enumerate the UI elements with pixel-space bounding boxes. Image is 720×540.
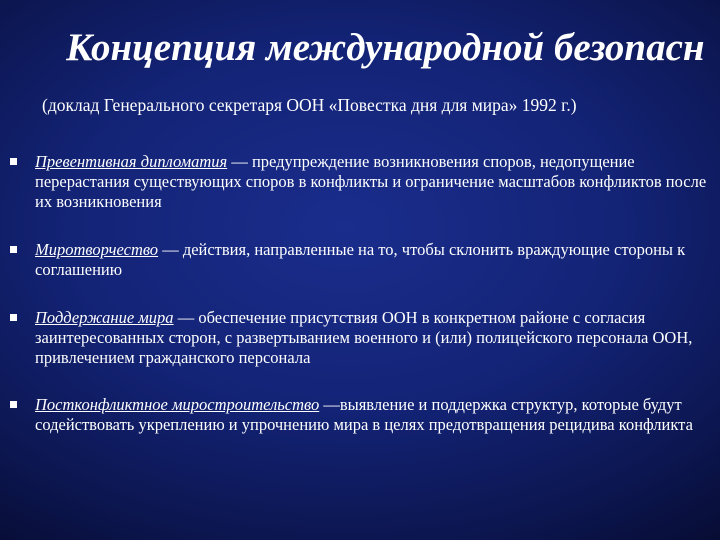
bullet-text (35, 395, 720, 435)
term-definition: —выявление и поддержка структур, которые будут содействовать укреплению и упрочнению мира в целях предотвращения рецидива конфликта (35, 395, 693, 434)
slide-subtitle: (доклад Генерального секретаря ООН «Повестка дня для мира» 1992 г.) (42, 95, 577, 115)
term-definition: — действия, направленные на то, чтобы склонить враждующие стороны к соглашению (35, 240, 686, 279)
square-bullet-icon (10, 314, 17, 321)
term-link[interactable]: Превентивная дипломатия (35, 152, 228, 171)
square-bullet-icon (10, 401, 17, 408)
term-link[interactable]: Миротворчество (35, 240, 159, 259)
square-bullet-icon (10, 158, 17, 165)
slide-title: Концепция международной безопасн (66, 26, 705, 69)
bullet-text (35, 308, 720, 368)
bullet-text (35, 240, 720, 280)
term-link[interactable]: Постконфликтное миростроительство (35, 395, 320, 414)
bullet-text (35, 152, 720, 212)
term-definition: — обеспечение присутствия ООН в конкретном районе с согласия заинтересованных сторон, с развертыванием военного и (или) полицейского персонала ООН, привлечением гражданского персонала (35, 308, 693, 367)
term-link[interactable]: Поддержание мира (35, 308, 174, 327)
square-bullet-icon (10, 246, 17, 253)
term-definition: — предупреждение возникновения споров, недопущение перерастания существующих споров в конфликты и ограничение масштабов конфликтов после их возникновения (35, 152, 707, 211)
